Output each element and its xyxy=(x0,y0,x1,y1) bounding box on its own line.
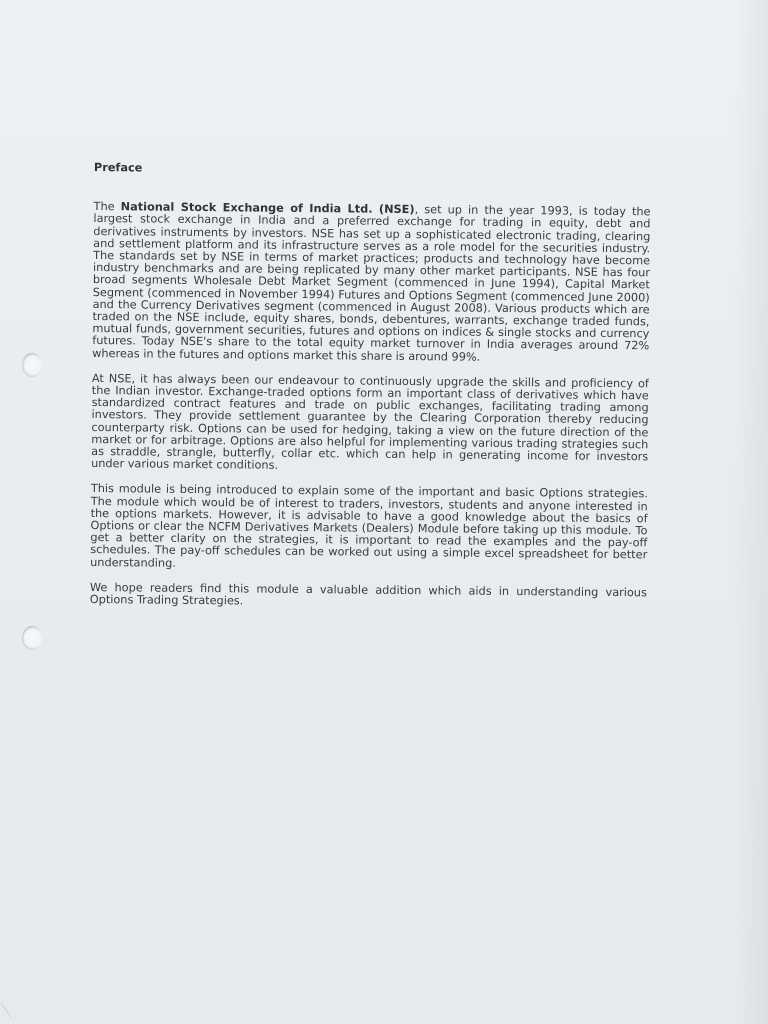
punch-hole-bottom xyxy=(22,626,42,650)
preface-paragraph-1 xyxy=(92,201,650,365)
paragraph-1-lead: The xyxy=(93,200,121,214)
preface-content xyxy=(90,162,651,625)
paragraph-1-body: , set up in the year 1993, is today the largest stock exchange in India and a preferred exchange for trading in equity, debt and derivatives instruments by investors. NSE has set up a sophisticated electronic trading, clearing and settlement platform and its infrastructure serves as a role model for the securities industry. The standards set by NSE in terms of market practices; products and technology have become industry benchmarks and are being replicated by many other market participants. NSE has four broad segments Wholesale Debt Market Segment (commenced in June 1994), Capital Market Segment (commenced in November 1994) Futures and Options Segment (commenced June 2000) and the Currency Derivatives segment (commenced in August 2008). Various products which are traded on the NSE include, equity shares, bonds, debentures, warrants, exchange traded funds, mutual funds, government securities, futures and options on indices & single stocks and currency futures. Today NSE's share to the total equity market turnover in India averages around 72% whereas in the futures and options market this share is around 99%. xyxy=(92,203,651,364)
nse-name: National Stock Exchange of India Ltd. (NSE) xyxy=(120,200,415,217)
punch-hole-top xyxy=(22,353,42,377)
preface-heading: Preface xyxy=(93,161,143,175)
page-corner-crease xyxy=(1,992,27,1018)
preface-paragraph-2: At NSE, it has always been our endeavour to continuously upgrade the skills and proficiency of the Indian investor. Exchange-traded options form an important class of derivatives which have standardized contract features and trade on public exchanges, facilitating trading among investors. They provide settlement guarantee by the Clearing Corporation thereby reducing counterparty risk. Options can be used for hedging, taking a view on the future direction of the market or for arbitrage. Options are also helpful for implementing various trading strategies such as straddle, strangle, butterfly, collar etc. which can help in generating income for investors under various market conditions. xyxy=(91,371,649,473)
preface-paragraph-4: We hope readers find this module a valuable addition which aids in understanding various Options Trading Strategies. xyxy=(89,580,647,608)
page-edge-shadow xyxy=(734,0,768,1024)
preface-paragraph-3: This module is being introduced to explain some of the important and basic Options strategies. The module which would be of interest to traders, investors, students and anyone interested in the options markets. However, it is advisable to have a good knowledge about the basics of Options or clear the NCFM Derivatives Markets (Dealers) Module before taking up this module. To get a better clarity on the strategies, it is important to read the examples and the pay-off schedules. The pay-off schedules can be worked out using a simple excel spreadsheet for better understanding. xyxy=(90,482,648,570)
